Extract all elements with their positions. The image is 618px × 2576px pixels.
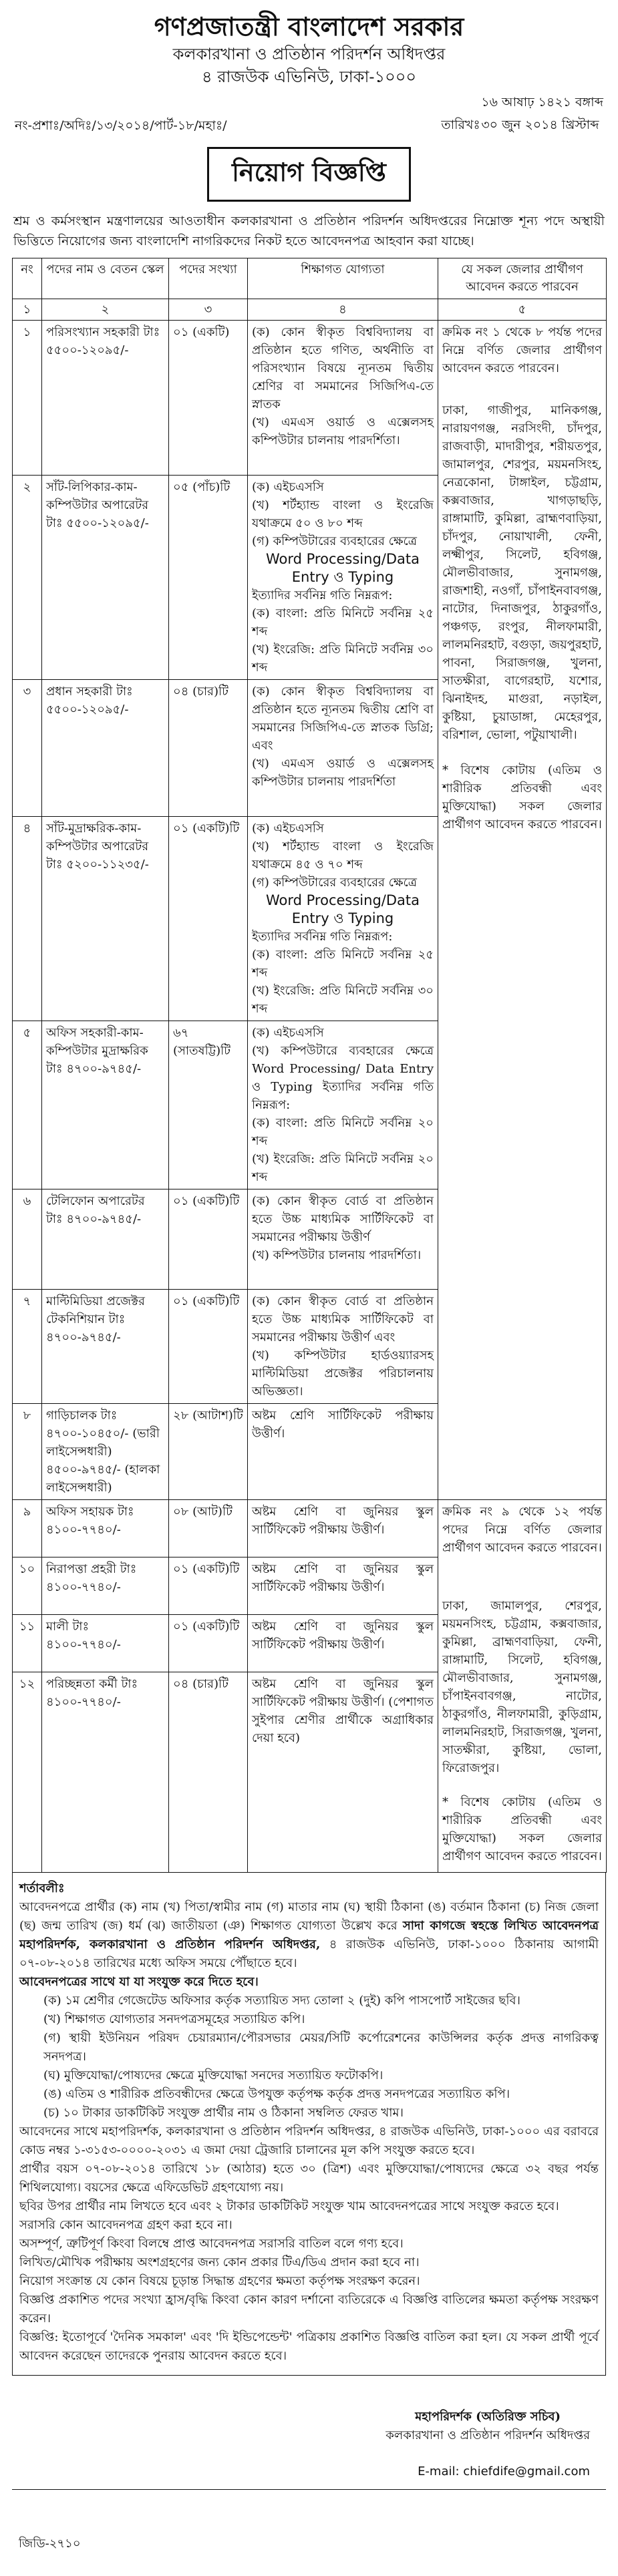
count-cell: ০১ (একটি) bbox=[169, 321, 248, 476]
qualification-line: (খ) ইংরেজি: প্রতি মিনিটে সর্বনিম্ন ৩০ শব্দ bbox=[252, 984, 434, 1016]
qualification-line: অষ্টম শ্রেণি বা জুনিয়র স্কুল সার্টিফিকেট পরীক্ষায় উত্তীর্ণ। bbox=[252, 1620, 434, 1652]
govt-title: গণপ্রজাতন্ত্রী বাংলাদেশ সরকার bbox=[154, 11, 464, 41]
count-cell: ০৪ (চার)টি bbox=[169, 1672, 248, 1873]
term-2-e: (ঙ) এতিম ও শারীরিক প্রতিবন্ধীদের ক্ষেত্রে উপযুক্ত কর্তৃপক্ষ কর্তৃক প্রদত্ত সনদপত্রের সত্যায়িত কপি। bbox=[43, 2087, 510, 2101]
gd-number: জিডি-২৭১০ bbox=[19, 2537, 81, 2551]
qualification-line: (খ) এমএস ওয়ার্ড ও এক্সেলসহ কম্পিউটার চালনায় পারদর্শিতা। bbox=[252, 415, 434, 447]
header-cell: নং bbox=[13, 258, 42, 299]
district-quota-cell-2 bbox=[438, 1500, 607, 1873]
serial-cell: ৪ bbox=[13, 817, 42, 1021]
qualification-cell bbox=[248, 680, 438, 817]
signatory-org: কলকারখানা ও প্রতিষ্ঠান পরিদর্শন অধিদপ্তর bbox=[385, 2428, 590, 2442]
qualification-line: ইত্যাদির সর্বনিম্ন গতি নিম্নরূপ: bbox=[252, 588, 393, 602]
term-2-heading: আবেদনপত্রের সাথে যা যা সংযুক্ত করে দিতে হবে। bbox=[19, 1975, 259, 1989]
qualification-cell bbox=[248, 476, 438, 680]
term-1: আবেদনপত্রে প্রার্থীর (ক) নাম (খ) পিতা/স্বামীর নাম (গ) মাতার নাম (ঘ) স্থায়ী ঠিকানা (ঙ) বর্তমান ঠিকানা (চ) নিজ জেলা (ছ) জন্ম তারিখ (জ) ধর্ম (ঝ) জাতীয়তা (ঞ) শিক্ষাগত যোগ্যতা উল্লেখ করে সাদা কাগজে স্বহস্তে লিখিত আবেদনপত্র মহাপরিদর্শক, কলকারখানা ও প্রতিষ্ঠান পরিদর্শন অধিদপ্তর, ৪ রাজউক এভিনিউ, ঢাকা-১০০০ ঠিকানায় আগামী ০৭-০৮-২০১৪ তারিখের মধ্যে অফিস সময়ে পৌঁছাতে হবে। bbox=[19, 1900, 599, 1970]
qualification-line: (খ) ইংরেজি: প্রতি মিনিটে সর্বনিম্ন ৩০ শব্দ bbox=[252, 642, 434, 675]
qualification-line: অষ্টম শ্রেণি বা জুনিয়র স্কুল সার্টিফিকেট পরীক্ষায় উত্তীর্ণ। bbox=[252, 1505, 434, 1537]
serial-cell: ৯ bbox=[13, 1500, 42, 1557]
post-cell: পরিসংখ্যান সহকারী টাঃ ৫৫০০-১২০৯৫/- bbox=[42, 321, 169, 476]
count-cell: ০১ (একটি)টি bbox=[169, 1615, 248, 1672]
signature-block bbox=[385, 2408, 590, 2445]
intro-paragraph: শ্রম ও কর্মসংস্থান মন্ত্রণালয়ের আওতাধীন কলকারখানা ও প্রতিষ্ঠান পরিদর্শন অধিদপ্তরের নিম্নোক্ত শূন্য পদে অস্থায়ী ভিত্তিতে নিয়োগের জন্য বাংলাদেশি নাগরিকদের নিকট হতে আবেদনপত্র আহবান করা যাচ্ছে। bbox=[13, 214, 605, 248]
header-cell: শিক্ষাগত যোগ্যতা bbox=[248, 258, 438, 299]
serial-cell: ১ bbox=[13, 321, 42, 476]
qualification-english: Word Processing/Data Entry ও Typing bbox=[265, 892, 420, 926]
qualification-line: ইত্যাদির সর্বনিম্ন গতি নিম্নরূপ: bbox=[252, 930, 393, 944]
term-2-b: (খ) শিক্ষাগত যোগ্যতার সনদপত্রসমূহের সত্যায়িত কপি। bbox=[43, 2012, 305, 2026]
qualification-cell bbox=[248, 1290, 438, 1404]
date-label: তারিখঃ bbox=[441, 118, 480, 132]
term-11: বিজ্ঞপ্তি: ইতোপূর্বে 'দৈনিক সমকাল' এবং 'দি ইন্ডিপেন্ডেন্ট' পত্রিকায় প্রকাশিত বিজ্ঞপ্তি বাতিল করা হল। যে সকল প্রার্থী পূর্বে আবেদন করেছেন তাদেরকে পুনরায় আবেদন করতে হবে। bbox=[19, 2330, 599, 2363]
count-cell: ০১ (একটি)টি bbox=[169, 817, 248, 1021]
table-row bbox=[13, 321, 607, 476]
term-3: আবেদনের সাথে মহাপরিদর্শক, কলকারখানা ও প্রতিষ্ঠান পরিদর্শন অধিদপ্তর, ৪ রাজউক এভিনিউ, ঢাকা-১০০০ এর বরাবরে কোড নম্বর ১-৩১৫৩-০০০০-২০৩১ এ জমা দেয়া ট্রেজারি চালানের মূল কপি সংযুক্ত করতে হবে। bbox=[19, 2125, 599, 2157]
quota-intro: ক্রমিক নং ১ থেকে ৮ পর্যন্ত পদের নিম্নে বর্ণিত জেলার প্রার্থীগণ আবেদন করতে পারবেন। bbox=[442, 325, 602, 375]
qualification-line: (খ) কম্পিউটার চালনায় পারদর্শিতা। bbox=[252, 1248, 422, 1262]
term-2-c: (গ) স্থায়ী ইউনিয়ন পরিষদ চেয়ারম্যান/পৌরসভার মেয়র/সিটি কর্পোরেশনের কাউন্সিলর কর্তৃক প্রদত্ত নাগরিকত্ব সনদপত্র। bbox=[43, 2031, 599, 2064]
footer-divider bbox=[12, 2489, 606, 2490]
post-cell: টেলিফোন অপারেটর টাঃ ৪৭০০-৯৭৪৫/- bbox=[42, 1189, 169, 1290]
vacancy-table bbox=[12, 258, 607, 1873]
count-cell: ০১ (একটি)টি bbox=[169, 1557, 248, 1615]
count-cell: ০৪ (চার)টি bbox=[169, 680, 248, 817]
date-block bbox=[441, 91, 603, 136]
header-cell: যে সকল জেলার প্রার্থীগণ আবেদন করতে পারবেন bbox=[438, 258, 607, 299]
qualification-line: (গ) কম্পিউটারের ব্যবহারের ক্ষেত্রে bbox=[252, 534, 417, 548]
term-4: প্রার্থীর বয়স ০৭-০৮-২০১৪ তারিখে ১৮ (আঠার) হতে ৩০ (ত্রিশ) এবং মুক্তিযোদ্ধা/পোষ্যদের ক্ষেত্রে ৩২ বছর পর্যন্ত শিথিলযোগ্য। বয়সের ক্ষেত্রে এফিডেভিট গ্রহণযোগ্য নয়। bbox=[19, 2162, 599, 2195]
term-2-f: (চ) ১০ টাকার ডাকটিকিট সংযুক্ত প্রার্থীর নাম ও ঠিকানা সম্বলিত ফেরত খাম। bbox=[43, 2106, 404, 2120]
serial-cell: ২ bbox=[13, 476, 42, 680]
count-cell: ৬৭ (সাতষট্টি)টি bbox=[169, 1021, 248, 1189]
memo-number: নং-প্রশাঃ/অদিঃ/১৩/২০১৪/পার্ট-১৮/মহাঃ/ bbox=[15, 118, 227, 133]
qualification-line: (খ) শর্টহ্যান্ড বাংলা ও ইংরেজি যথাক্রমে ৫০ ও ৮০ শব্দ bbox=[252, 498, 434, 530]
count-cell: ০৮ (আট)টি bbox=[169, 1500, 248, 1557]
count-cell: ০১ (একটি)টি bbox=[169, 1189, 248, 1290]
qualification-cell bbox=[248, 1500, 438, 1557]
qualification-cell bbox=[248, 321, 438, 476]
column-number: ৫ bbox=[438, 299, 607, 321]
qualification-line: অষ্টম শ্রেণি বা জুনিয়র স্কুল সার্টিফিকেট পরীক্ষায় উত্তীর্ণ। bbox=[252, 1562, 434, 1594]
qualification-english: Word Processing/Data Entry ও Typing bbox=[265, 551, 420, 585]
qualification-line: অষ্টম শ্রেণি সার্টিফিকেট পরীক্ষায় উত্তীর্ণ। bbox=[252, 1409, 434, 1441]
post-cell: সাঁট-লিপিকার-কাম-কম্পিউটার অপারেটর টাঃ ৫৫০০-১২০৯৫/- bbox=[42, 476, 169, 680]
header-cell: পদের নাম ও বেতন স্কেল bbox=[42, 258, 169, 299]
column-number: ৪ bbox=[248, 299, 438, 321]
post-cell: মালী টাঃ ৪১০০-৭৭৪০/- bbox=[42, 1615, 169, 1672]
qualification-line: (খ) কম্পিউটারে ব্যবহারের ক্ষেত্রে Word Processing/ Data Entry ও Typing ইত্যাদির সর্বনিম্ন গতি নিম্নরূপ: bbox=[252, 1044, 434, 1112]
table-header bbox=[13, 258, 607, 299]
date-english: ৩০ জুন ২০১৪ খ্রিস্টাব্দ bbox=[481, 118, 599, 132]
qualification-cell bbox=[248, 1557, 438, 1615]
qualification-line: (ক) কোন স্বীকৃত বিশ্ববিদ্যালয় বা প্রতিষ্ঠান হতে ন্যূনতম দ্বিতীয় শ্রেণি বা সমমানের সিজিপিএ-তে স্নাতক ডিগ্রি; এবং bbox=[252, 685, 434, 753]
qualification-line: (ক) এইচএসসি bbox=[252, 821, 324, 836]
qualification-line: (গ) কম্পিউটারের ব্যবহারের ক্ষেত্রে bbox=[252, 876, 417, 890]
letterhead bbox=[12, 11, 606, 88]
post-cell: অফিস সহায়ক টাঃ ৪১০০-৭৭৪০/- bbox=[42, 1500, 169, 1557]
post-cell: নিরাপত্তা প্রহরী টাঃ ৪১০০-৭৭৪০/- bbox=[42, 1557, 169, 1615]
post-cell: প্রধান সহকারী টাঃ ৫৫০০-১২০৯৫/- bbox=[42, 680, 169, 817]
reference-row bbox=[12, 88, 606, 144]
term-6: সরাসরি কোন আবেদনপত্র গ্রহণ করা হবে না। bbox=[19, 2218, 233, 2232]
contact-email: E-mail: chiefdife@gmail.com bbox=[418, 2464, 590, 2478]
serial-cell: ১০ bbox=[13, 1557, 42, 1615]
qualification-line: (ক) বাংলা: প্রতি মিনিটে সর্বনিম্ন ২৫ শব্দ bbox=[252, 606, 434, 638]
serial-cell: ৬ bbox=[13, 1189, 42, 1290]
serial-cell: ৭ bbox=[13, 1290, 42, 1404]
column-number: ২ bbox=[42, 299, 169, 321]
qualification-line: (ক) এইচএসসি bbox=[252, 1026, 324, 1040]
count-cell: ০৫ (পাঁচ)টি bbox=[169, 476, 248, 680]
serial-cell: ৫ bbox=[13, 1021, 42, 1189]
serial-cell: ১২ bbox=[13, 1672, 42, 1873]
count-cell: ০১ (একটি)টি bbox=[169, 1290, 248, 1404]
qualification-line: (ক) বাংলা: প্রতি মিনিটে সর্বনিম্ন ২৫ শব্দ bbox=[252, 948, 434, 980]
qualification-cell bbox=[248, 1672, 438, 1873]
post-cell: অফিস সহকারী-কাম-কম্পিউটার মুদ্রাক্ষরিক টাঃ ৪৭০০-৯৭৪৫/- bbox=[42, 1021, 169, 1189]
quota-districts: ঢাকা, গাজীপুর, মানিকগঞ্জ, নারায়ণগঞ্জ, নরসিংদী, চাঁদপুর, রাজবাড়ী, মাদারীপুর, শরীয়তপুর, জামালপুর, শেরপুর, ময়মনসিংহ, নেত্রকোনা, টাঙ্গাইল, চট্টগ্রাম, কক্সবাজার, খাগড়াছড়ি, রাঙ্গামাটি, কুমিল্লা, ব্রাহ্মণবাড়িয়া, চাঁদপুর, নোয়াখালী, ফেনী, লক্ষ্মীপুর, সিলেট, হবিগঞ্জ, মৌলভীবাজার, সুনামগঞ্জ, রাজশাহী, নওগাঁ, চাঁপাইনবাবগঞ্জ, নাটোর, দিনাজপুর, ঠাকুরগাঁও, পঞ্চগড়, রংপুর, নীলফামারী, লালমনিরহাট, বগুড়া, জয়পুরহাট, পাবনা, সিরাজগঞ্জ, খুলনা, সাতক্ষীরা, বাগেরহাট, যশোর, ঝিনাইদহ, মাগুরা, নড়াইল, কুষ্টিয়া, চুয়াডাঙ্গা, মেহেরপুর, বরিশাল, ভোলা, পটুয়াখালী। bbox=[442, 403, 602, 742]
terms-section bbox=[12, 1873, 606, 2376]
column-number: ১ bbox=[13, 299, 42, 321]
post-cell: মাল্টিমিডিয়া প্রজেক্টর টেকনিশিয়ান টাঃ ৪৭০০-৯৭৪৫/- bbox=[42, 1290, 169, 1404]
quota-districts: ঢাকা, জামালপুর, শেরপুর, ময়মনসিংহ, চট্টগ্রাম, কক্সবাজার, কুমিল্লা, ব্রাহ্মণবাড়িয়া, ফেনী, রাঙ্গামাটি, সিলেট, হবিগঞ্জ, মৌলভীবাজার, সুনামগঞ্জ, চাঁপাইনবাবগঞ্জ, নাটোর, ঠাকুরগাঁও, নীলফামারী, কুড়িগ্রাম, লালমনিরহাট, সিরাজগঞ্জ, খুলনা, সাতক্ষীরা, কুষ্টিয়া, ভোলা, ফিরোজপুর। bbox=[442, 1599, 602, 1775]
table-row bbox=[13, 1500, 607, 1557]
term-8: লিখিত/মৌখিক পরীক্ষায় অংশগ্রহণের জন্য কোন প্রকার টিএ/ডিএ প্রদান করা হবে না। bbox=[19, 2255, 420, 2269]
post-cell: গাড়িচালক টাঃ ৪৭০০-১০৪৫০/- (ভারী লাইসেন্সধারী) ৪৫০০-৯৭৪৫/- (হালকা লাইসেন্সধারী) bbox=[42, 1404, 169, 1500]
qualification-cell bbox=[248, 1615, 438, 1672]
notice-title: নিয়োগ বিজ্ঞপ্তি bbox=[12, 147, 606, 202]
qualification-line: (খ) শর্টহ্যান্ড বাংলা ও ইংরেজি যথাক্রমে ৪৫ ও ৭০ শব্দ bbox=[252, 840, 434, 872]
quota-note: * বিশেষ কোটায় (এতিম ও শারীরিক প্রতিবন্ধী এবং মুক্তিযোদ্ধা) সকল জেলার প্রার্থীগণ আবেদন করতে পারবেন। bbox=[442, 1795, 602, 1863]
qualification-line: (খ) ইংরেজি: প্রতি মিনিটে সর্বনিম্ন ২০ শব্দ bbox=[252, 1152, 434, 1184]
qualification-line: (ক) বাংলা: প্রতি মিনিটে সর্বনিম্ন ২০ শব্দ bbox=[252, 1116, 434, 1148]
term-2-d: (ঘ) মুক্তিযোদ্ধা/পোষ্যদের ক্ষেত্রে মুক্তিযোদ্ধা সনদের সত্যায়িত ফটোকপি। bbox=[43, 2068, 383, 2082]
count-cell: ২৮ (আটাশ)টি bbox=[169, 1404, 248, 1500]
serial-cell: ১১ bbox=[13, 1615, 42, 1672]
qualification-line: (ক) কোন স্বীকৃত বোর্ড বা প্রতিষ্ঠান হতে উচ্চ মাধ্যমিক সার্টিফিকেট বা সমমানের পরীক্ষায় উত্তীর্ণ এবং bbox=[252, 1294, 434, 1344]
district-quota-cell-1 bbox=[438, 321, 607, 1500]
department-name: কলকারখানা ও প্রতিষ্ঠান পরিদর্শন অধিদপ্তর bbox=[172, 45, 446, 63]
term-5: ছবির উপর প্রার্থীর নাম লিখতে হবে এবং ২ টাকার ডাকটিকিট সংযুক্ত খাম আবেদনপত্রের সাথে সংযুক্ত করতে হবে। bbox=[19, 2199, 559, 2213]
column-number: ৩ bbox=[169, 299, 248, 321]
qualification-cell bbox=[248, 817, 438, 1021]
post-cell: পরিচ্ছন্নতা কর্মী টাঃ ৪১০০-৭৭৪০/- bbox=[42, 1672, 169, 1873]
term-2-a: (ক) ১ম শ্রেণীর গেজেটেড অফিসার কর্তৃক সত্যায়িত সদ্য তোলা ২ (দুই) কপি পাসপোর্ট সাইজের ছবি। bbox=[43, 1994, 520, 2008]
qualification-line: অষ্টম শ্রেণি বা জুনিয়র স্কুল সার্টিফিকেট পরীক্ষায় উত্তীর্ণ। (পেশাগত সুইপার শ্রেণীর প্রার্থীকে অগ্রাধিকার দেয়া হবে) bbox=[252, 1677, 434, 1745]
terms-heading: শর্তাবলীঃ bbox=[19, 1881, 65, 1895]
office-address: ৪ রাজউক এভিনিউ, ঢাকা-১০০০ bbox=[202, 67, 416, 86]
term-10: বিজ্ঞপ্তি প্রকাশিত পদের সংখ্যা হ্রাস/বৃদ্ধি কিংবা কোন কারণ দর্শানো ব্যতিরেকে এ বিজ্ঞপ্তি বাতিলের ক্ষমতা কর্তৃপক্ষ সংরক্ষণ করেন। bbox=[19, 2293, 599, 2326]
signatory-title: মহাপরিদর্শক (অতিরিক্ত সচিব) bbox=[415, 2410, 561, 2424]
date-bangla: ১৬ আষাঢ় ১৪২১ বঙ্গাব্দ bbox=[481, 95, 603, 110]
serial-cell: ৩ bbox=[13, 680, 42, 817]
qualification-line: (ক) কোন স্বীকৃত বিশ্ববিদ্যালয় বা প্রতিষ্ঠান হতে গণিত, অর্থনীতি বা পরিসংখ্যান বিষয়ে ন্যূনতম দ্বিতীয় শ্রেণির বা সমমানের সিজিপিএ-তে স্নাতক bbox=[252, 325, 434, 411]
column-number-row bbox=[13, 299, 607, 321]
qualification-cell bbox=[248, 1021, 438, 1189]
quota-note: * বিশেষ কোটায় (এতিম ও শারীরিক প্রতিবন্ধী এবং মুক্তিযোদ্ধা) সকল জেলার প্রার্থীগণ আবেদন করতে পারবেন। bbox=[442, 763, 602, 832]
footer bbox=[12, 2376, 606, 2576]
serial-cell: ৮ bbox=[13, 1404, 42, 1500]
qualification-line: (ক) এইচএসসি bbox=[252, 480, 324, 494]
qualification-line: (ক) কোন স্বীকৃত বোর্ড বা প্রতিষ্ঠান হতে উচ্চ মাধ্যমিক সার্টিফিকেট বা সমমানের পরীক্ষায় উত্তীর্ণ bbox=[252, 1194, 434, 1244]
quota-intro: ক্রমিক নং ৯ থেকে ১২ পর্যন্ত পদের নিম্নে বর্ণিত জেলার প্রার্থীগণ আবেদন করতে পারবেন। bbox=[442, 1505, 602, 1555]
term-7: অসম্পূর্ণ, ত্রুটিপূর্ণ কিংবা বিলম্বে প্রাপ্ত আবেদনপত্র সরাসরি বাতিল বলে গণ্য হবে। bbox=[19, 2237, 404, 2251]
term-9: নিয়োগ সংক্রান্ত যে কোন বিষয়ে চূড়ান্ত সিদ্ধান্ত গ্রহণের ক্ষমতা কর্তৃপক্ষ সংরক্ষণ করেন। bbox=[19, 2274, 420, 2288]
post-cell: সাঁট-মুদ্রাক্ষরিক-কাম-কম্পিউটার অপারেটর টাঃ ৫২০০-১১২৩৫/- bbox=[42, 817, 169, 1021]
qualification-cell bbox=[248, 1404, 438, 1500]
qualification-line: (খ) কম্পিউটার হার্ডওয়্যারসহ মাল্টিমিডিয়া প্রজেক্টর পরিচালনায় অভিজ্ঞতা। bbox=[252, 1348, 434, 1399]
qualification-line: (খ) এমএস ওয়ার্ড ও এক্সেলসহ কম্পিউটার চালনায় পারদর্শিতা bbox=[252, 757, 434, 789]
qualification-cell bbox=[248, 1189, 438, 1290]
header-cell: পদের সংখ্যা bbox=[169, 258, 248, 299]
